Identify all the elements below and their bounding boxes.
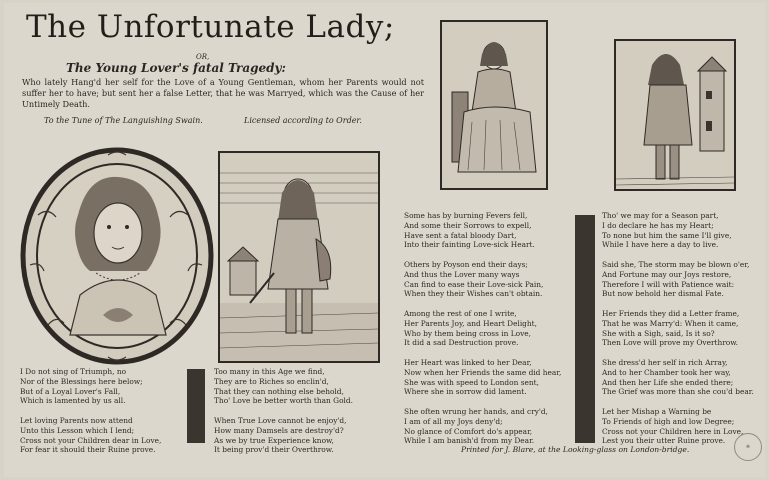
- ornament-bar-right: [575, 215, 595, 443]
- broadside-description: Who lately Hang'd her self for the Love of a Young Gentleman, whom her Parents would not suffer her to have; but sent her a false Letter, that he was Marryed, which was the Cause of her Untimely Death.: [22, 77, 424, 109]
- tune-line: To the Tune of The Languishing Swain.: [44, 116, 203, 125]
- library-stamp-icon: ❀: [734, 433, 762, 461]
- verse-column-4: Tho' we may for a Season part, I do declare he has my Heart; To none but him the same I'll give, While I have here a day to live. Said she, The storm may be blown o'er, And Fortune may our Joys restore, Therefore I will with Patience wait: But now behold her dismal Fate. Her Friends they did a Letter frame, That he was Marry'd: When it came, She with a Sigh, said, Is it so? Then Love will prove my Overthrow. She dress'd her self in rich Array, And to her Chamber took her way, And then her Life she ended there; The Grief was more than she cou'd bear. Let her Mishap a Warning be To Friends of high and low Degree; Cross not your Children here in Love, Lest you their utter Ruine prove.: [602, 211, 754, 446]
- printer-imprint: Printed for J. Blare, at the Looking-glass on London-bridge.: [461, 445, 690, 454]
- verse-column-1: I Do not sing of Triumph, no Nor of the Blessings here below; But of a Loyal Lover's Fall, Which is lamented by us all. Let loving Parents now attend Unto this Lesson which I lend; Cross not your Children dear in Love, For fear it should their Ruine prove.: [20, 367, 162, 455]
- ornament-bar-left: [187, 369, 205, 443]
- broadside-sheet: [4, 3, 765, 477]
- woodcut-man-castle: [614, 39, 736, 191]
- verse-column-3: Some has by burning Fevers fell, And some their Sorrows to expell, Have sent a fatal bloody Dart, Into their fainting Love-sick Heart. Others by Poyson end their days; And thus the Lover many ways Can find to ease their Love-sick Pain, When they their Wishes can't obtain. Among the rest of one I write, Her Parents Joy, and Heart Delight, Who by them being cross in Love, It did a sad Destruction prove. Her Heart was linked to her Dear, Now when her Friends the same did hear, She was with speed to London sent, Where she in sorrow did lament. She often wrung her hands, and cry'd, I am of all my Joys deny'd; No glance of Comfort do's appear, While I am banish'd from my Dear.: [404, 211, 562, 446]
- woodcut-oval-portrait: [18, 145, 216, 367]
- woodcut-gentleman: [218, 151, 380, 363]
- or-connector: OR,: [196, 53, 210, 61]
- woodcut-seated-lady: [440, 20, 548, 190]
- broadside-subtitle: The Young Lover's fatal Tragedy:: [66, 61, 286, 75]
- broadside-title: The Unfortunate Lady;: [26, 9, 395, 45]
- licensed-line: Licensed according to Order.: [244, 116, 362, 125]
- verse-column-2: Too many in this Age we find, They are to Riches so enclin'd, That they can nothing else behold, Tho' Love be better worth than Gold. When True Love cannot be enjoy'd, How many Damsels are destroy'd? As we by true Experience know, It being prov'd their Overthrow.: [214, 367, 353, 455]
